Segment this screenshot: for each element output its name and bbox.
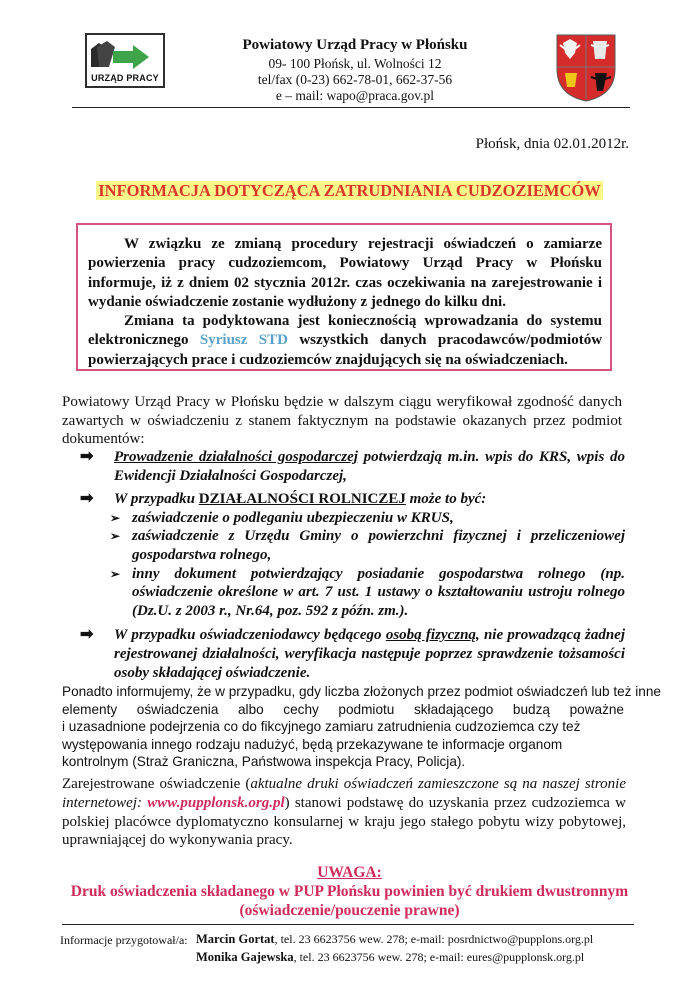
document-requirements-list [80, 448, 625, 682]
notice-p2-start: Zmiana ta podyktowana jest koniecznością wprowadzania do systemu elektronicznego [88, 313, 602, 349]
bullet-2-pre: W przypadku [114, 491, 195, 508]
attention-notice [0, 882, 699, 920]
urzad-pracy-logo [85, 33, 165, 88]
notice-paragraph-2 [88, 312, 602, 370]
org-name: Powiatowy Urząd Pracy w Płońsku [242, 37, 468, 53]
registration-text-a: Zarejestrowane oświadczenie ( [62, 776, 251, 792]
document-title [0, 181, 699, 201]
bullet-2-post: może to być: [409, 491, 487, 508]
bullet-business-activity [80, 448, 625, 485]
contact-1-name: Marcin Gortat [196, 932, 275, 946]
sub-item-other-document [80, 565, 625, 621]
verification-rest: i uzasadnione podejrzenia co do fikcyjnego zamiaru zatrudnienia cudzoziemca czy też występowania innego rodzaju nadużyć, będą przekazywane te informacje organom kontrolnym (Straż Graniczna, Państwowa inspekcja Pracy, Policja). [62, 719, 581, 770]
contact-1-details: , tel. 23 6623756 wew. 278; e-mail: posrdnictwo@pupplons.org.pl [274, 932, 594, 946]
bullet-3-underlined: osobą fizyczną [385, 627, 476, 644]
arrow-bullet-icon: ➡ [80, 448, 94, 465]
attention-line-2: (oświadczenie/pouczenie prawne) [239, 902, 460, 919]
prepared-by-label: Informacje przygotował/a: [60, 933, 188, 947]
header-divider [72, 107, 630, 108]
bullet-natural-person [80, 626, 625, 682]
intro-paragraph [62, 393, 622, 449]
bullet-agricultural-activity [80, 490, 625, 509]
attention-heading: UWAGA: [317, 864, 382, 881]
arrow-bullet-icon: ➡ [80, 490, 94, 508]
org-email: e – mail: wapo@praca.gov.pl [275, 88, 435, 103]
sub-item-3-text: inny dokument potwierdzający posiadanie gospodarstwa rolnego (np. oświadczenie określone w art. 7 ust. 1 ustawy o kształtowaniu ustroju rolnego (Dz.U. z 2003 r., Nr.64, poz. 592 z późn. zm.). [132, 565, 625, 619]
bullet-3-pre: W przypadku oświadczeniodawcy będącego [114, 627, 382, 644]
bullet-3-post: , nie prowadzącą żadnej rejestrowanej działalności, weryfikacja następuje poprzez sprawdzenie tożsamości osoby składającej oświadczenie. [114, 627, 625, 681]
sub-item-gmina [80, 527, 625, 564]
logo-text: URZĄD PRACY [91, 73, 159, 83]
notice-paragraph-1: W związku ze zmianą procedury rejestracji oświadczeń o zamiarze powierzenia pracy cudzoziemcom, Powiatowy Urząd Pracy w Płońsku informuje, iż z dniem 02 stycznia 2012r. czas oczekiwania na zarejestrowanie i wydanie oświadczenie zostanie wydłużony z jednego do kilku dni. [88, 236, 602, 310]
org-address: 09- 100 Płońsk, ul. Wolności 12 [268, 56, 442, 71]
contact-2-name: Monika Gajewska [196, 950, 294, 964]
arrow-bullet-icon: ➡ [80, 626, 94, 644]
logo-arrow-icon [87, 37, 163, 73]
verification-line-2: elementy oświadczenia albo cechy podmiotu składającego budzą poważne [62, 701, 624, 717]
chevron-bullet-icon: ➢ [110, 566, 121, 581]
chevron-bullet-icon: ➢ [110, 510, 121, 525]
contact-1 [196, 932, 636, 947]
procedure-change-notice [76, 223, 612, 371]
document-title-text: INFORMACJA DOTYCZĄCA ZATRUDNIANIA CUDZOZIEMCÓW [98, 181, 601, 200]
org-phone: tel/fax (0-23) 662-78-01, 662-37-56 [257, 72, 453, 87]
bullet-1-text: potwierdzają m.in. wpis do KRS, wpis do Ewidencji Działalności Gospodarczej, [114, 449, 626, 484]
verification-line-1: Ponadto informujemy, że w przypadku, gdy liczba złożonych przez podmiot oświadczeń lub też inne [62, 684, 661, 699]
notice-p2-end: wszystkich danych pracodawców/podmiotów powierzających prace i cudzoziemców znajdujących się na oświadczeniach. [88, 332, 603, 368]
verification-paragraph [62, 683, 661, 771]
registration-paragraph [62, 775, 626, 850]
sub-item-2-text: zaświadczenie z Urzędu Gminy o powierzchni fizycznej i przeliczeniowej gospodarstwa rolnego, [132, 528, 625, 563]
system-name: Syriusz STD [199, 332, 288, 349]
contact-2-details: , tel. 23 6623756 wew. 278; e-mail: eures@pupplonsk.org.pl [293, 950, 585, 964]
intro-text: Powiatowy Urząd Pracy w Płońsku będzie w dalszym ciągu weryfikował zgodność danych zawartych w oświadczeniu z stanem faktycznym na podstawie okazanych przez podmiot dokumentów: [62, 394, 622, 447]
sub-item-1-text: zaświadczenie o podleganiu ubezpieczeniu w KRUS, [132, 509, 454, 526]
website-link[interactable]: www.pupplonsk.org.pl [147, 794, 285, 811]
attention-line-1: Druk oświadczenia składanego w PUP Płońsku powinien być drukiem dwustronnym [70, 883, 629, 900]
bullet-1-underlined: Prowadzenie działalności gospodarczej [114, 449, 358, 465]
document-date: Płońsk, dnia 02.01.2012r. [475, 136, 629, 152]
chevron-bullet-icon: ➢ [110, 529, 121, 544]
registration-text-b: aktualne druki oświadczeń zamieszczone są na naszej stronie internetowej: [62, 776, 626, 811]
coat-of-arms-icon [555, 33, 617, 103]
bullet-2-caps: DZIAŁALNOŚCI ROLNICZEJ [198, 491, 406, 508]
registration-text-c: ) stanowi podstawę do uzyskania przez cudzoziemca w polskiej placówce dyplomatyczno konsularnej w kraju jego stałego pobytu wizy pobytowej, uprawniającej do wykonywania pracy. [62, 794, 626, 849]
contact-2 [196, 950, 636, 965]
sub-item-krus [80, 509, 625, 528]
footer-divider [62, 924, 634, 925]
